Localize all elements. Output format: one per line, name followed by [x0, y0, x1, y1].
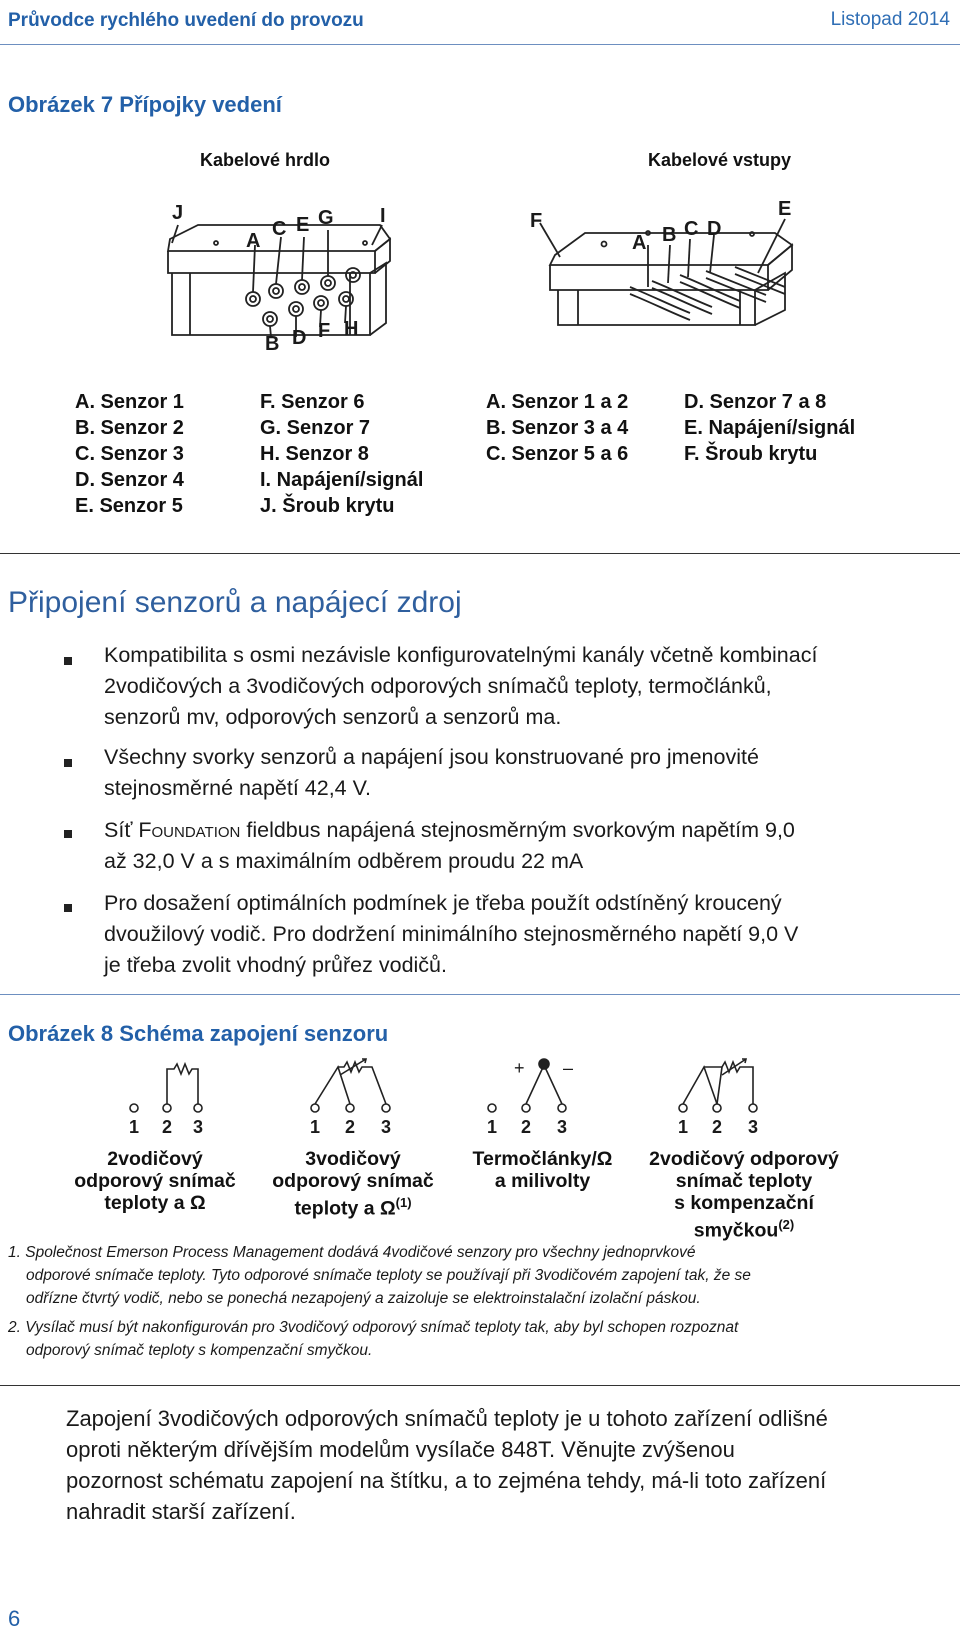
- pin-number: 2: [345, 1117, 356, 1137]
- wiring-diagrams-drawing: [110, 1055, 830, 1115]
- cable-entry-enclosure-drawing: [530, 195, 820, 355]
- legend-item: C. Senzor 5 a 6: [486, 443, 629, 465]
- pin-number: 3: [193, 1117, 204, 1137]
- label-E: E: [296, 214, 310, 236]
- legend-item: I. Napájení/signál: [260, 469, 424, 491]
- bullet-text: Kompatibilita s osmi nezávisle konfigurovatelnými kanály včetně kombinací 2vodičových a 3vodičových odporových snímačů teploty, termočlánků, senzorů mv, odporových senzorů a senzorů ma.: [104, 643, 818, 729]
- pin-number: 1: [678, 1117, 689, 1137]
- pin-number: 1: [310, 1117, 321, 1137]
- legend-item: G. Senzor 7: [260, 417, 371, 439]
- bullet-marker: [64, 657, 72, 665]
- legend-item: D. Senzor 4: [75, 469, 184, 491]
- label-A-right: A: [632, 232, 647, 254]
- label-I: I: [380, 205, 386, 227]
- label-E-right: E: [778, 198, 792, 220]
- label-B: B: [265, 333, 280, 355]
- figure7-right-caption: Kabelové vstupy: [648, 150, 792, 170]
- pin-number: 2: [712, 1117, 723, 1137]
- pin-number: 3: [748, 1117, 759, 1137]
- plus-sign: +: [514, 1058, 525, 1078]
- legend-item: A. Senzor 1 a 2: [486, 391, 629, 413]
- pin-number: 1: [487, 1117, 498, 1137]
- bullet-text: Všechny svorky senzorů a napájení jsou konstruované pro jmenovité stejnosměrné napětí 42,4 V.: [104, 745, 759, 800]
- legend-column-1: [75, 389, 184, 519]
- legend-item: E. Senzor 5: [75, 495, 183, 517]
- legend-item: H. Senzor 8: [260, 443, 369, 465]
- section-rule: [0, 553, 960, 554]
- bullet-text: Síť Foundation fieldbus napájená stejnosměrným svorkovým napětím 9,0 až 32,0 V a s maximálním odběrem proudu 22 mA: [104, 818, 795, 873]
- label-C: C: [272, 218, 287, 240]
- bullet-marker: [64, 830, 72, 838]
- label-F: F: [318, 320, 331, 342]
- label-J: J: [172, 202, 184, 224]
- footnote-2: 2. Vysílač musí být nakonfigurován pro 3vodičový odporový snímač teploty tak, aby byl schopen rozpoznat odporový snímač teploty s kompenzační smyčkou.: [8, 1319, 739, 1359]
- note-rule: [0, 1385, 960, 1386]
- legend-item: J. Šroub krytu: [260, 495, 395, 517]
- header-rule: [0, 44, 960, 45]
- minus-sign: –: [563, 1058, 574, 1078]
- legend-item: E. Napájení/signál: [684, 417, 856, 439]
- legend-item: F. Senzor 6: [260, 391, 365, 413]
- pin-number: 3: [557, 1117, 568, 1137]
- legend-item: D. Senzor 7 a 8: [684, 391, 827, 413]
- wiring-caption-2wire: 2vodičový odporový snímač teploty a Ω: [74, 1148, 236, 1214]
- legend-item: C. Senzor 3: [75, 443, 184, 465]
- pin-number: 3: [381, 1117, 392, 1137]
- legend-item: B. Senzor 3 a 4: [486, 417, 629, 439]
- label-D-right: D: [707, 218, 722, 240]
- figure7-left-caption: Kabelové hrdlo: [200, 150, 331, 170]
- bullet-marker: [64, 904, 72, 912]
- page-number: 6: [8, 1606, 21, 1631]
- pin-number: 1: [129, 1117, 140, 1137]
- legend-item: F. Šroub krytu: [684, 443, 818, 465]
- label-G: G: [318, 207, 334, 229]
- note-text: Zapojení 3vodičových odporových snímačů teploty je u tohoto zařízení odlišné oproti některým dřívějším modelům vysílače 848T. Věnujte zvýšenou pozornost schématu zapojení na štítku, a to zejména tehdy, má-li toto zařízení nahradit starší zařízení.: [66, 1406, 828, 1524]
- label-D: D: [292, 327, 307, 349]
- figure8-title: Obrázek 8 Schéma zapojení senzoru: [8, 1021, 389, 1046]
- page-header-title: Průvodce rychlého uvedení do provozu: [8, 10, 364, 31]
- legend-item: B. Senzor 2: [75, 417, 184, 439]
- bullet-marker: [64, 759, 72, 767]
- footnote-1: 1. Společnost Emerson Process Management dodává 4vodičové senzory pro všechny jednoprvkové odporové snímače teploty. Tyto odporové snímače teploty se používají při 3vodičovém zapojení tak, že se odřízne čtvrtý vodič, nebo se ponechá nezapojený a zaizoluje se elektroinstalační izolační páskou.: [8, 1244, 751, 1307]
- pin-number: 2: [521, 1117, 532, 1137]
- legend-column-3: [486, 389, 628, 467]
- figure7-title: Obrázek 7 Přípojky vedení: [8, 92, 282, 117]
- label-F-right: F: [530, 210, 543, 232]
- wiring-caption-thermocouple: Termočlánky/Ω a milivolty: [472, 1148, 613, 1192]
- section-heading: Připojení senzorů a napájecí zdroj: [8, 586, 462, 619]
- label-H: H: [344, 318, 359, 340]
- bullet-text: Pro dosažení optimálních podmínek je třeba použít odstíněný kroucený dvoužilový vodič. Pro dodržení minimálního stejnosměrného napětí 9,0 V je třeba zvolit vhodný průřez vodičů.: [104, 891, 799, 977]
- figure8-rule: [0, 994, 960, 995]
- wiring-caption-compensation-loop: 2vodičový odporový snímač teploty s kompenzační smyčkou$^{(2)}$: [649, 1148, 839, 1242]
- label-C-right: C: [684, 218, 699, 240]
- pin-number: 2: [162, 1117, 173, 1137]
- legend-column-4: [684, 389, 855, 467]
- label-A: A: [246, 230, 261, 252]
- wiring-caption-3wire: 3vodičový odporový snímač teploty a $\Omega^{(1)}$: [272, 1148, 434, 1220]
- label-B-right: B: [662, 224, 677, 246]
- legend-column-2: [260, 389, 423, 519]
- legend-item: A. Senzor 1: [75, 391, 184, 413]
- page-header-date: Listopad 2014: [830, 9, 950, 30]
